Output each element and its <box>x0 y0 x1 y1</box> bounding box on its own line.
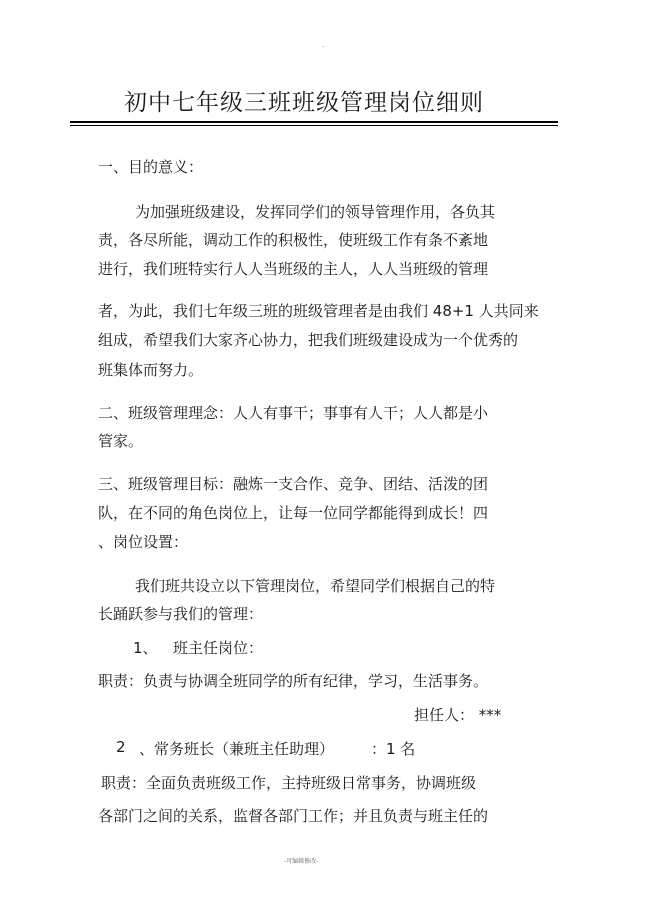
title-rule-thick <box>70 121 558 123</box>
section-1-line: 责，各尽所能，调动工作的积极性，使班级工作有条不紊地 <box>98 231 489 249</box>
document-title: 初中七年级三班班级管理岗位细则 <box>124 90 484 116</box>
section-4-line: 我们班共设立以下管理岗位，希望同学们根据自己的特 <box>135 577 496 595</box>
section-1-line: 进行，我们班特实行人人当班级的主人，人人当班级的管理 <box>98 260 489 278</box>
page-footer: -可编辑修改- <box>284 858 319 865</box>
post-2-duty-line: 各部门之间的关系，监督各部门工作；并且负责与班主任的 <box>98 807 489 825</box>
header-mark: . <box>322 40 325 49</box>
post-1-number: 1、 <box>133 639 158 657</box>
section-4-line: 长踊跃参与我们的管理： <box>98 605 264 623</box>
post-1-holder: 担任人： *** <box>414 706 502 724</box>
post-2-title: 、常务班长（兼班主任助理） <box>139 740 335 758</box>
post-2-duty-line: 职责：全面负责班级工作，主持班级日常事务，协调班级 <box>101 774 477 792</box>
section-1-line: 者，为此，我们七年级三班的班级管理者是由我们 48+1 人共同来 <box>98 302 539 320</box>
post-2-number: 2 <box>116 738 126 756</box>
section-2-line: 管家。 <box>98 432 144 450</box>
section-1-heading: 一、目的意义： <box>98 158 204 176</box>
section-2-line: 二、班级管理理念：人人有事干；事事有人干；人人都是小 <box>98 404 489 422</box>
post-2-count: ：1 名 <box>371 740 416 758</box>
section-1-line: 班集体而努力。 <box>98 361 204 379</box>
section-3-line: 、岗位设置： <box>98 533 189 551</box>
section-3-line: 队，在不同的角色岗位上，让每一位同学都能得到成长！四 <box>98 504 489 522</box>
section-3-line: 三、班级管理目标：融炼一支合作、竞争、团结、活泼的团 <box>98 475 489 493</box>
section-1-line: 组成，希望我们大家齐心协力，把我们班级建设成为一个优秀的 <box>98 331 519 349</box>
section-1-line: 为加强班级建设，发挥同学们的领导管理作用，各负其 <box>135 203 496 221</box>
post-1-title: 班主任岗位： <box>173 639 264 657</box>
title-rule-thin <box>70 125 558 126</box>
post-1-duty: 职责：负责与协调全班同学的所有纪律，学习，生活事务。 <box>98 672 489 690</box>
